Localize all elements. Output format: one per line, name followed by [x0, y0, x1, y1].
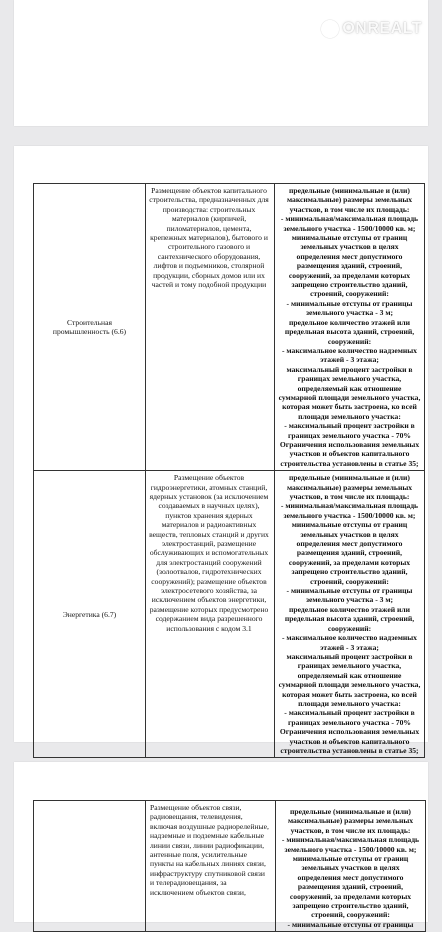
- document-page-1: [14, 0, 428, 126]
- use-type-cell: [34, 801, 146, 932]
- params-cell: [276, 801, 426, 932]
- param-line: - минимальная/максимальная площадь земельного участка - 1500/10000 кв. м;: [280, 501, 419, 520]
- param-line: - максимальный процент застройки в границах земельного участка - 70%: [284, 708, 415, 727]
- param-line: минимальные отступы от границ земельных участков в целях определения мест допустимого размещения зданий, строений, сооружений, за пределами которых запрещено строительство зданий, строений, сооружений:: [288, 233, 411, 299]
- param-line: минимальные отступы от границ земельных участков в целях определения мест допустимого размещения зданий, строений, сооружений, за пределами которых запрещено строительство зданий, строений, сооружений:: [288, 520, 411, 586]
- param-line: предельные (минимальные и (или) максимальные) размеры земельных участков, в том числе их площадь:: [286, 473, 413, 501]
- use-type-cell: Строительная промышленность (6.6): [34, 184, 146, 471]
- param-line: максимальный процент застройки в границах земельного участка, определяемый как отношение суммарной площади земельного участка, которая может быть застроена, ко всей площади земельного участка:: [278, 651, 421, 708]
- description-cell: Размещение объектов капитального строительства, предназначенных для производства: строительных материалов (кирпичей, пиломатериалов, цемента, крепежных материалов), бытового и строительного газового и сантехнического оборудования, лифтов и подъемников, столярной продукции, сборных домов или их частей и тому подобной продукции: [146, 184, 275, 471]
- param-line: - минимальная/максимальная площадь земельного участка - 1500/10000 кв. м;: [280, 214, 419, 233]
- watermark-brand: ONREALT: [342, 20, 422, 37]
- param-line: предельное количество этажей или предельная высота зданий, строений, сооружений:: [284, 604, 415, 633]
- param-line: Ограничения использования земельных участков и объектов капитального строительства установлены в статье 35;: [279, 439, 420, 468]
- param-line: - минимальные отступы от границы земельного участка - 3 м;: [286, 586, 413, 605]
- param-line: - максимальное количество надземных этажей - 3 этажа;: [282, 345, 417, 365]
- document-page-3: [14, 762, 428, 929]
- param-line: - максимальное количество надземных этажей - 3 этажа;: [282, 633, 417, 652]
- param-line: - минимальные отступы от границы земельного участка - 3 м;: [286, 298, 413, 318]
- param-line: Ограничения использования земельных участков и объектов капитального строительства установлены в статье 35;: [279, 727, 420, 755]
- watermark: [321, 20, 422, 38]
- param-line: - максимальный процент застройки в границах земельного участка - 70%: [284, 421, 415, 440]
- param-line: минимальные отступы от границ земельных участков в целях определения мест допустимого размещения зданий, строений, сооружений, за пределами которых запрещено строительство зданий, строений, сооружений:: [289, 854, 412, 920]
- param-line: максимальный процент застройки в границах земельного участка, определяемый как отношение суммарной площади земельного участка, которая может быть застроена, ко всей площади земельного участка:: [278, 364, 421, 421]
- table-row: [34, 471, 425, 758]
- description-cell: Размещение объектов связи, радиовещания, телевидения, включая воздушные радиорелейные, надземные и подземные кабельные линии связи, линии радиофикации, антенные поля, усилительные пункты на кабельных линиях связи, инфраструктуру спутниковой связи и телерадиовещания, за исключением объектов связи,: [146, 801, 276, 932]
- table-row: [34, 801, 426, 932]
- onrealt-logo-icon: [321, 20, 339, 38]
- table-row: [34, 184, 425, 471]
- param-line: - минимальная/максимальная площадь земельного участка - 1500/10000 кв. м;: [281, 835, 420, 854]
- param-line: предельные (минимальные и (или) максимальные) размеры земельных участков, в том числе их площадь:: [287, 807, 414, 835]
- use-type-cell: Энергетика (6.7): [34, 471, 146, 758]
- document-page-2: [14, 146, 428, 755]
- param-line: предельное количество этажей или предельная высота зданий, строений, сооружений:: [284, 317, 415, 346]
- description-cell: Размещение объектов гидроэнергетики, атомных станций, ядерных установок (за исключением создаваемых в научных целях), пунктов хранения ядерных материалов и радиоактивных веществ, тепловых станций и других электростанций, размещение обслуживающих и вспомогательных для электростанций сооружений (золоотвалов, гидротехнических сооружений); размещение объектов электросетевого хозяйства, за исключением объектов энергетики, размещение которых предусмотрено содержанием вида разрешенного использования с кодом 3.1: [146, 471, 275, 758]
- params-cell: [275, 184, 425, 471]
- param-line: - минимальные отступы от границы: [287, 919, 414, 929]
- params-cell: [275, 471, 425, 758]
- land-use-table-continued: [33, 800, 426, 932]
- land-use-table: [33, 183, 425, 758]
- param-line: предельные (минимальные и (или) максимальные) размеры земельных участков, в том числе их площадь:: [286, 186, 413, 214]
